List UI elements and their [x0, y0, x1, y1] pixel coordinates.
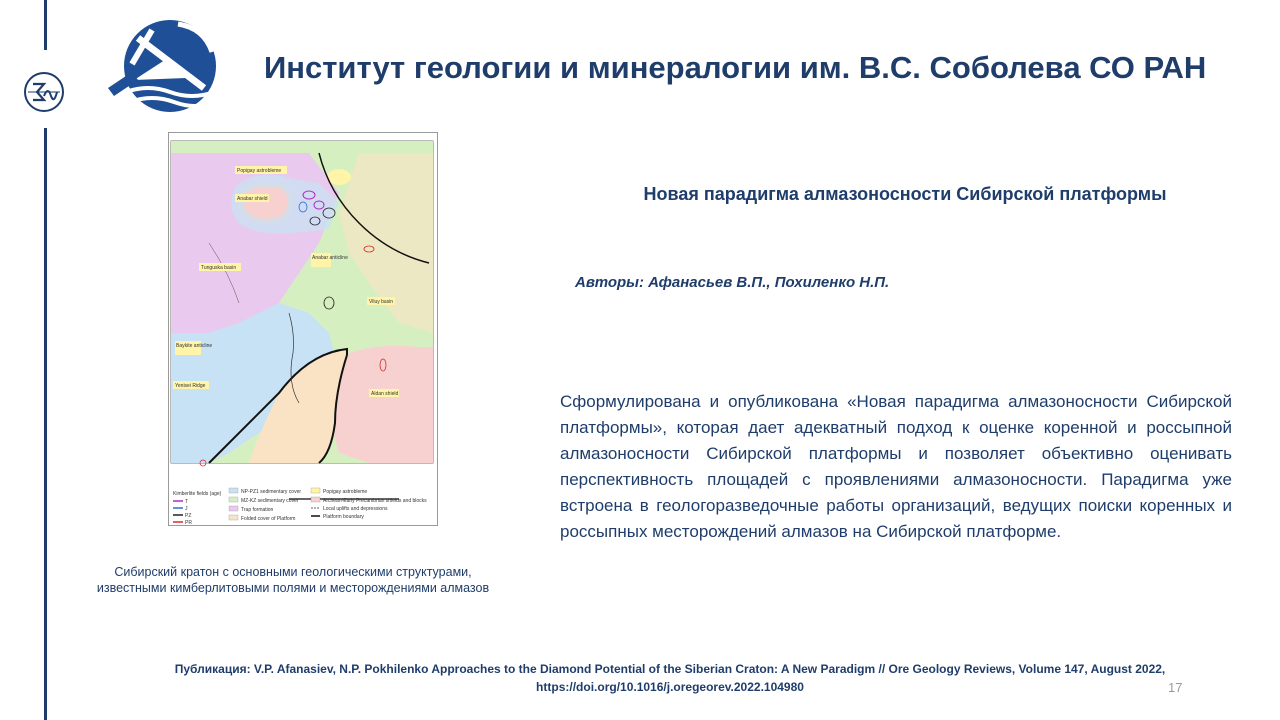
map-label-popigay: Popigay astrobleme	[237, 168, 282, 174]
legend-np-pz1: NP-PZ1 sedimentary cover	[241, 489, 302, 495]
map-label-yenisei: Yenisei Ridge	[175, 383, 206, 389]
institute-emblem-icon	[22, 70, 66, 114]
legend-pz: PZ	[185, 513, 192, 519]
legend-folded: Folded cover of Platform	[241, 516, 296, 522]
page-number: 17	[1168, 680, 1183, 695]
legend-boundary: Platform boundary	[323, 514, 364, 520]
map-label-anabar: Anabar shield	[237, 196, 268, 202]
map-label-viluy: Viluy basin	[369, 299, 394, 305]
legend-mz-kz: MZ-KZ sedimentary cover	[241, 498, 299, 504]
map-label-baykit: Baykite anticline	[176, 343, 213, 349]
map-label-anabar-anticline: Anabar anticline	[312, 255, 348, 261]
legend-t: T	[185, 499, 189, 505]
authors-line: Авторы: Афанасьев В.П., Похиленко Н.П.	[575, 274, 890, 291]
publication-citation: Публикация: V.P. Afanasiev, N.P. Pokhilenko Approaches to the Diamond Potential of the Siberian Craton: A New Paradigm // Ore Geology Reviews, Volume 147, August 2022,	[174, 662, 1166, 676]
left-accent-line-bottom	[44, 128, 47, 720]
legend-j: J	[185, 506, 188, 512]
legend-popigay: Popigay astrobleme	[323, 489, 368, 495]
institute-title: Институт геологии и минералогии им. В.С. Соболева СО РАН	[264, 50, 1207, 85]
legend-trap: Trap formation	[241, 507, 274, 513]
legend-kimberlite-title: Kimberlite fields (age)	[173, 491, 222, 497]
map-label-tunguska: Tunguska basin	[201, 265, 237, 271]
slide-title: Новая парадигма алмазоносности Сибирской платформы	[643, 184, 1167, 204]
map-graphic	[169, 133, 437, 525]
map-caption: Сибирский кратон с основными геологическими структурами, известными кимберлитовыми полями и месторождениями алмазов	[96, 565, 490, 595]
legend-pr: PR	[185, 520, 192, 525]
sbras-logo-icon	[108, 18, 228, 116]
map-label-aldan: Aldan shield	[371, 391, 399, 397]
legend-archean: Archean-Early Precambrian shields and blocks	[323, 498, 427, 504]
left-accent-line-top	[44, 0, 47, 50]
legend-uplifts: Local uplifts and depressions	[323, 506, 388, 512]
body-paragraph: Сформулирована и опубликована «Новая парадигма алмазоносности Сибирской платформы», которая дает адекватный подход к оценке коренной и россыпной алмазоносности Сибирской платформы и позволяет объективно оценивать перспективность площадей с проявлениями алмазоносности. Парадигма уже встроена в геологоразведочные работы организаций, ведущих поиски коренных и россыпных месторождений алмазов на Сибирской платформе.	[560, 392, 1232, 541]
siberian-craton-map	[168, 132, 438, 526]
publication-doi: https://doi.org/10.1016/j.oregeorev.2022.104980	[536, 680, 804, 694]
publication-reference	[100, 660, 1240, 696]
